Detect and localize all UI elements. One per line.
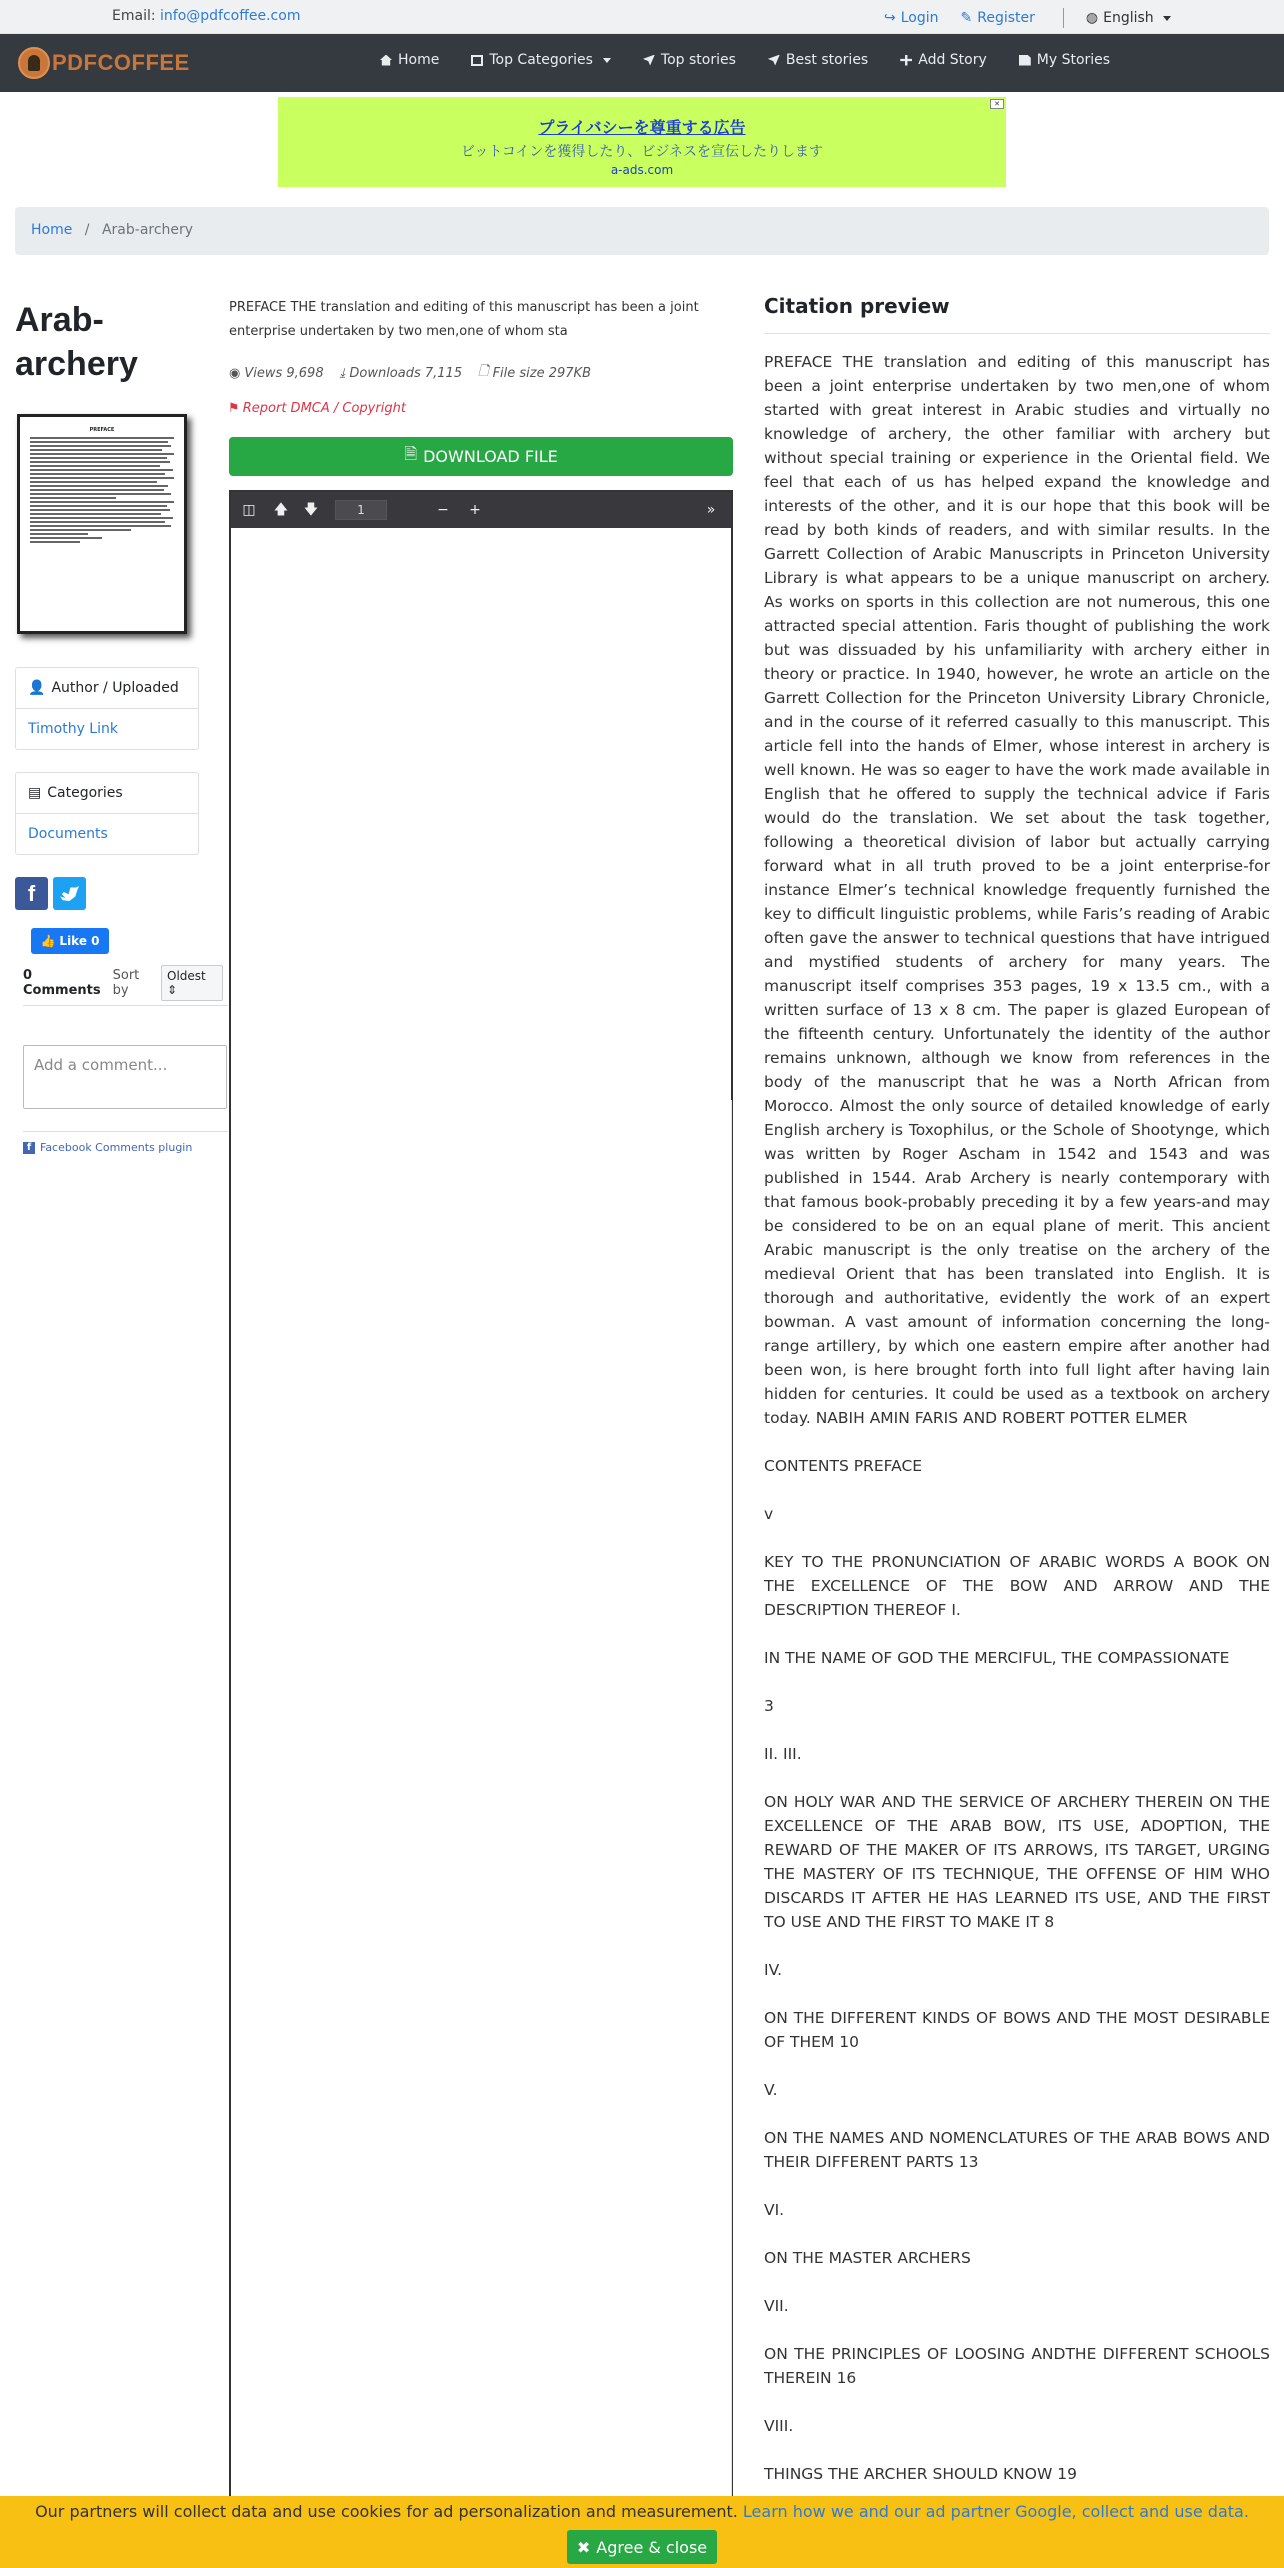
nav-menu: [380, 52, 1110, 68]
twitter-share-icon[interactable]: [53, 877, 86, 910]
citation-paragraph: ON THE PRINCIPLES OF LOOSING ANDTHE DIFFERENT SCHOOLS THEREIN 16: [764, 2345, 1270, 2387]
thumbnail-text-line: [30, 533, 88, 535]
thumbnail-text-line: [30, 473, 165, 475]
categories-card: [15, 772, 199, 855]
nav-my-stories[interactable]: My Stories: [1019, 52, 1110, 68]
ad-source[interactable]: a-ads.com: [610, 163, 674, 177]
share-buttons: [15, 877, 86, 910]
facebook-like-button[interactable]: 👍 Like 0: [31, 928, 109, 954]
views-stat: ◉ Views 9,698: [229, 365, 324, 381]
comments-divider: [23, 1131, 228, 1132]
topbar-divider: [1063, 8, 1064, 28]
zoom-in-icon[interactable]: +: [469, 502, 481, 518]
thumbnail-text-line: [30, 465, 160, 467]
citation-paragraph: V.: [764, 2081, 778, 2099]
login-icon: ↪: [884, 10, 896, 26]
nav-home[interactable]: Home: [380, 52, 439, 68]
file-icon: [1019, 55, 1031, 66]
file-size-stat: 🗋 File size 297KB: [478, 362, 591, 384]
document-thumbnail[interactable]: [17, 414, 187, 634]
flag-icon: ⚑: [229, 401, 239, 416]
comment-input[interactable]: Add a comment...: [23, 1045, 227, 1109]
author-card: [15, 667, 199, 750]
author-link[interactable]: Timothy Link: [28, 721, 118, 737]
zoom-out-icon[interactable]: −: [437, 502, 449, 518]
citation-preview-text: [764, 350, 1270, 2500]
language-dropdown[interactable]: ◍ English: [1086, 10, 1171, 26]
thumbnail-text-line: [30, 501, 174, 503]
list-icon: [471, 55, 483, 66]
thumbnail-text-line: [30, 453, 174, 455]
pdf-viewer-toolbar: [231, 492, 731, 528]
facebook-icon: f: [23, 1142, 35, 1154]
citation-paragraph: PREFACE THE translation and editing of this manuscript has been a joint enterprise undertaken by two men,one of whom started with great interest in Arabic studies and virtually no knowledge of archery, the other familiar with archery but without special training or experience in the Oriental field. We feel that each of us has helped expand the knowledge and interests of the other, and it is our hope that this book will be read by both kinds of readers, and with similar results. In the Garrett Collection of Arabic Manuscripts in Princeton University Library is what appears to be a unique manuscript on archery. As works on sports in this collection are not numerous, this one attracted special attention. Faris thought of publishing the work but was dissuaded by his unfamiliarity with archery either in theory or practice. In 1940, however, he wrote an article on the Garrett Collection for the Princeton University Library Chronicle, and in the course of it referred casually to this manuscript. This article fell into the hands of Elmer, whose interest in archery is well known. He was so eager to have the work made available in English that he offered to supply the technical advice if Faris would do the translation. We set about the task together, following a theoretical division of labor but actually carrying forward what in all truth proved to be a joint enterprise-for instance Elmer’s technical knowledge frequently furnished the key to difficult linguistic problems, while Faris’s reading of Arabic often gave the answer to technical questions that have intrigued and mystified students of archery for many years. The manuscript itself comprises 353 pages, 19 x 13.5 cm., with a written surface of 13 x 8 cm. The paper is glazed European of the fifteenth century. Unfortunately the identity of the author remains unknown, although we know from references in the body of the manuscript that he was a North African from Morocco. Almost the only source of detailed knowledge of early English archery is Toxophilus, or the Schole of Shootynge, which was written by Roger Ascham in 1542 and 1543 and was published in 1544. Arab Archery is nearly contemporary with that famous book-probably preceding it by a few years-and may be considered to be on an equal plane of merit. This ancient Arabic manuscript is the only treatise on the archery of the medieval Orient that has been translated into English. It is thorough and authoritative, evidently the work of an expert bowman. A vast amount of information concerning the long-range artillery, by which one eastern empire after another had been won, is here brought forth into full light after having lain hidden for centuries. It could be used as a textbook on archery today. NABIH AMIN FARIS AND ROBERT POTTER ELMER: [764, 353, 1270, 1427]
email-link[interactable]: info@pdfcoffee.com: [160, 8, 301, 24]
citation-paragraph: v: [764, 1505, 774, 1523]
ad-choices-icon[interactable]: ✕: [990, 99, 1004, 109]
caret-down-icon: [1163, 16, 1171, 21]
file-pdf-icon: 🗎: [404, 444, 418, 463]
breadcrumb: [15, 207, 1269, 255]
page-title: Arab-archery: [15, 301, 138, 383]
coffee-logo-icon: [18, 47, 50, 79]
citation-paragraph: VII.: [764, 2297, 789, 2315]
breadcrumb-home[interactable]: Home: [31, 222, 73, 238]
thumbnail-text-line: [30, 469, 173, 471]
citation-preview-title: Citation preview: [764, 294, 950, 318]
document-stats: [229, 362, 591, 384]
thumbnail-text-line: [30, 525, 171, 527]
close-icon: ✖: [576, 2537, 591, 2557]
comments-divider: [23, 1005, 228, 1006]
thumbnail-text-line: [30, 517, 173, 519]
thumbs-up-icon: 👍: [40, 934, 56, 948]
citation-paragraph: ON THE DIFFERENT KINDS OF BOWS AND THE MOST DESIRABLE OF THEM 10: [764, 2009, 1270, 2051]
nav-add-story[interactable]: Add Story: [900, 52, 987, 68]
thumbnail-text-line: [30, 513, 161, 515]
user-icon: 👤: [28, 680, 46, 696]
caret-down-icon: [603, 58, 611, 63]
breadcrumb-current: Arab-archery: [101, 222, 194, 238]
citation-divider: [764, 333, 1270, 334]
citation-paragraph: ON HOLY WAR AND THE SERVICE OF ARCHERY THEREIN ON THE EXCELLENCE OF THE ARAB BOW, ITS USE, ADOPTION, THE REWARD OF THE MAKER OF ITS ARROWS, ITS TARGET, URGING THE MASTERY OF ITS TECHNIQUE, THE OFFENSE OF HIM WHO DISCARDS IT AFTER HE HAS LEARNED ITS USE, AND THE FIRST TO USE AND THE FIRST TO MAKE IT 8: [764, 1793, 1270, 1931]
citation-paragraph: IV.: [764, 1961, 783, 1979]
thumbnail-text-line: [30, 437, 174, 439]
pdf-viewer[interactable]: [229, 490, 733, 2568]
citation-paragraph: CONTENTS PREFACE: [764, 1457, 923, 1475]
facebook-comments-plugin-link[interactable]: f Facebook Comments plugin: [23, 1141, 192, 1154]
download-icon: ⤓: [339, 365, 346, 381]
sort-select[interactable]: Oldest ⇕: [161, 965, 223, 1001]
thumbnail-text-line: [30, 461, 170, 463]
agree-close-button[interactable]: ✖ Agree & close: [567, 2530, 717, 2564]
send-icon: [768, 55, 780, 66]
comments-header: [23, 965, 223, 1001]
citation-paragraph: 3: [764, 1697, 774, 1715]
home-icon: [380, 55, 392, 66]
thumbnail-text-line: [30, 541, 80, 543]
download-file-button[interactable]: 🗎 DOWNLOAD FILE: [229, 437, 733, 476]
facebook-share-icon[interactable]: f: [15, 877, 48, 910]
thumbnail-text-line: [30, 521, 165, 523]
citation-paragraph: THINGS THE ARCHER SHOULD KNOW 19: [764, 2465, 1077, 2483]
citation-paragraph: VIII.: [764, 2417, 794, 2435]
document-excerpt: PREFACE THE translation and editing of this manuscript has been a joint enterprise undertaken by two men,one of whom sta: [229, 300, 699, 339]
thumbnail-text-line: [30, 477, 174, 479]
site-logo[interactable]: PDFCOFFEE: [18, 47, 190, 79]
thumbnail-text-line: [30, 485, 168, 487]
thumbnail-text-line: [30, 537, 102, 539]
downloads-stat: ⤓ Downloads 7,115: [339, 365, 463, 381]
login-link[interactable]: ↪ Login: [884, 10, 939, 26]
sidebar-toggle-icon[interactable]: ◫: [242, 502, 256, 518]
cookie-message: Our partners will collect data and use cookies for ad personalization and measurement. Learn how we and our ad partner Google, collect and use data.: [35, 2502, 1249, 2521]
globe-icon: ◍: [1085, 10, 1099, 26]
more-tools-icon[interactable]: »: [706, 502, 716, 518]
sort-label: Sort by: [112, 968, 140, 998]
register-link[interactable]: ✎ Register: [960, 10, 1035, 26]
list-icon: ▤: [28, 785, 42, 801]
eye-icon: ◉: [229, 365, 241, 381]
nav-best-stories[interactable]: Best stories: [768, 52, 868, 68]
citation-paragraph: ON THE MASTER ARCHERS: [764, 2249, 971, 2267]
comments-count: 0 Comments: [23, 968, 101, 998]
citation-paragraph: VI.: [764, 2201, 785, 2219]
edit-icon: ✎: [960, 10, 973, 26]
column-divider: [731, 1100, 732, 2568]
citation-paragraph: KEY TO THE PRONUNCIATION OF ARABIC WORDS A BOOK ON THE EXCELLENCE OF THE BOW AND ARROW AND THE DESCRIPTION THEREOF I.: [764, 1553, 1270, 1619]
cookie-consent-bar: [0, 2496, 1284, 2568]
nav-top-stories[interactable]: Top stories: [643, 52, 736, 68]
main-navbar: [0, 34, 1284, 92]
send-icon: [643, 55, 655, 66]
arrow-up-icon[interactable]: 🡅: [273, 502, 289, 518]
thumbnail-text-line: [30, 529, 131, 531]
page-number-input[interactable]: 1: [335, 500, 387, 520]
thumbnail-text-line: [30, 489, 164, 491]
arrow-down-icon[interactable]: 🡇: [303, 502, 319, 518]
thumbnail-text-line: [30, 441, 168, 443]
top-info-bar: [0, 0, 1284, 34]
thumbnail-text-line: [30, 497, 116, 499]
plus-icon: [900, 55, 912, 66]
thumbnail-heading: PREFACE: [89, 427, 115, 433]
thumbnail-text-line: [30, 509, 170, 511]
thumbnail-text-line: [30, 457, 167, 459]
cookie-learn-more-link[interactable]: Learn how we and our ad partner Google, collect and use data.: [742, 2502, 1249, 2521]
citation-paragraph: II. III.: [764, 1745, 802, 1763]
thumbnail-text-line: [30, 449, 162, 451]
ad-banner[interactable]: [278, 97, 1006, 187]
author-card-header: 👤 Author / Uploaded: [16, 668, 198, 709]
thumbnail-text-line: [30, 481, 157, 483]
ad-title[interactable]: プライバシーを尊重する広告: [538, 118, 746, 137]
citation-paragraph: IN THE NAME OF GOD THE MERCIFUL, THE COMPASSIONATE: [764, 1649, 1230, 1667]
category-link[interactable]: Documents: [28, 826, 108, 842]
citation-paragraph: ON THE NAMES AND NOMENCLATURES OF THE ARAB BOWS AND THEIR DIFFERENT PARTS 13: [764, 2129, 1270, 2171]
thumbnail-text-line: [30, 445, 171, 447]
categories-card-header: ▤ Categories: [16, 773, 198, 814]
ad-subtitle: ビットコインを獲得したり、ビジネスを宣伝したりします: [460, 144, 824, 160]
report-dmca-link[interactable]: ⚑ Report DMCA / Copyright: [229, 401, 406, 416]
thumbnail-text-line: [30, 493, 171, 495]
breadcrumb-separator: /: [84, 222, 90, 238]
file-icon: 🗋: [478, 364, 489, 379]
nav-top-categories[interactable]: Top Categories: [471, 52, 611, 68]
contact-email: Email: info@pdfcoffee.com: [112, 8, 301, 24]
thumbnail-text-line: [30, 505, 167, 507]
